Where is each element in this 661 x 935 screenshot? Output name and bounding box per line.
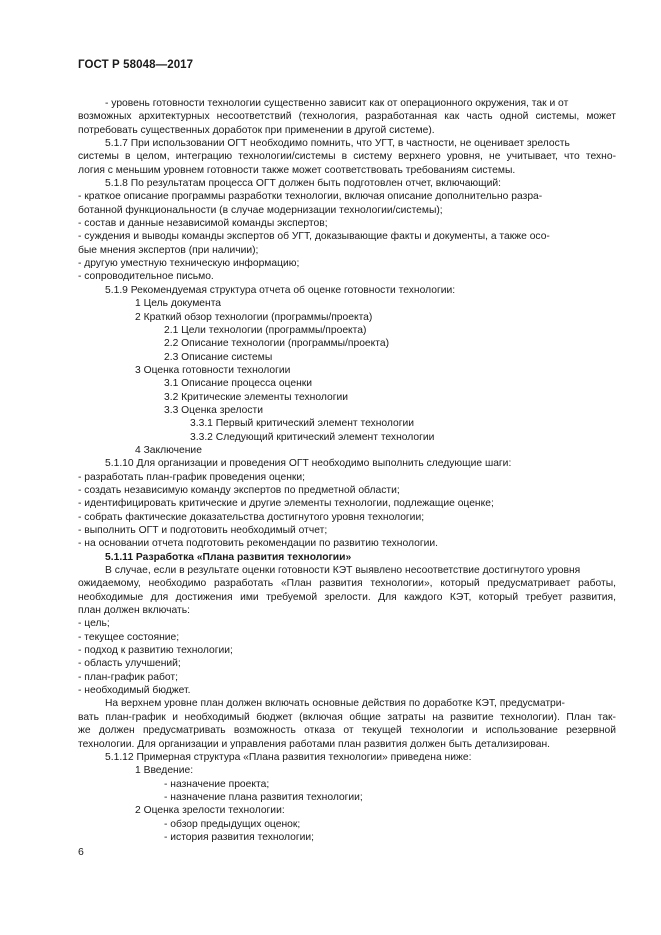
text-line: технологии. Для организации и управления работами план развития должен быть детализирован. <box>78 738 551 750</box>
toc-line: 3.1 Описание процесса оценки <box>164 378 313 390</box>
text-line: 5.1.8 По результатам процесса ОГТ должен быть подготовлен отчет, включающий: <box>105 178 501 190</box>
text-line: план должен включать: <box>78 605 190 617</box>
text-line: необходимые для достижения ими требуемой зрелости. Для каждого КЭТ, который требует развития, <box>78 591 616 603</box>
text-line: - на основании отчета подготовить рекомендации по развитию технологии. <box>78 538 438 550</box>
toc-line: 1 Цель документа <box>135 298 222 310</box>
text-line: На верхнем уровне план должен включать основные действия по доработке КЭТ, предусматри- <box>105 698 565 710</box>
text-line: 5.1.7 При использовании ОГТ необходимо помнить, что УГТ, в частности, не оценивает зрелость <box>105 138 570 150</box>
toc-line: 2.2 Описание технологии (программы/проекта) <box>164 338 390 350</box>
toc-line: 2.1 Цели технологии (программы/проекта) <box>164 324 367 336</box>
text-line: 5.1.12 Примерная структура «Плана развития технологии» приведена ниже: <box>105 751 472 763</box>
text-line: - разработать план-график проведения оценки; <box>78 471 305 483</box>
text-line: бые мнения экспертов (при наличии); <box>78 244 259 256</box>
text-line: потребовать существенных доработок при применении в другой системе). <box>78 124 435 136</box>
toc-line: - история развития технологии; <box>164 831 315 843</box>
toc-line: 3.3.1 Первый критический элемент технологии <box>190 418 415 430</box>
text-line: - идентифицировать критические и другие элементы технологии, подлежащие оценке; <box>78 498 494 510</box>
text-line: возможных архитектурных несоответствий (технология, разработанная как часть одной системы, может <box>78 111 616 123</box>
text-line: - необходимый бюджет. <box>78 685 191 697</box>
text-line: - собрать фактические доказательства достигнутого уровня технологии; <box>78 511 425 523</box>
text-line: логия с меньшим уровнем готовности также может соответствовать требованиям системы. <box>78 164 516 176</box>
text-line: - создать независимую команду экспертов по предметной области; <box>78 484 400 496</box>
toc-line: 2.3 Описание системы <box>164 351 273 363</box>
toc-line: 3 Оценка готовности технологии <box>135 364 291 376</box>
toc-line: 2 Краткий обзор технологии (программы/проекта) <box>135 311 373 323</box>
document-body <box>78 97 616 844</box>
section-heading: 5.1.11 Разработка «Плана развития технологии» <box>105 551 352 563</box>
toc-line: 1 Введение: <box>135 765 194 777</box>
text-line: 5.1.9 Рекомендуемая структура отчета об оценке готовности технологии: <box>105 284 456 296</box>
text-line: - текущее состояние; <box>78 631 180 643</box>
toc-line: 3.3.2 Следующий критический элемент технологии <box>190 431 435 443</box>
text-line: - выполнить ОГТ и подготовить необходимый отчет; <box>78 525 328 536</box>
text-line: же должен предусматривать возможность отказа от текущей технологии и использование резервной <box>78 725 616 737</box>
text-line: - план-график работ; <box>78 671 178 683</box>
toc-line: 2 Оценка зрелости технологии: <box>135 805 285 817</box>
text-line: - уровень готовности технологии существенно зависит как от операционного окружения, так и от <box>105 98 569 109</box>
text-line: вать план-график и необходимый бюджет (включая общие затраты на развитие технологии). План так- <box>78 711 616 723</box>
text-line: системы в целом, интеграцию технологии/системы в систему верхнего уровня, не учитывает, что техно- <box>78 151 616 163</box>
toc-line: - назначение плана развития технологии; <box>164 791 363 803</box>
toc-line: 4 Заключение <box>135 444 202 456</box>
text-line: - цель; <box>78 618 110 630</box>
text-line: - суждения и выводы команды экспертов об УГТ, доказывающие факты и документы, а также осо- <box>78 231 550 243</box>
text-line: - сопроводительное письмо. <box>78 271 214 283</box>
page-number: 6 <box>78 846 84 858</box>
toc-line: 3.2 Критические элементы технологии <box>164 391 348 403</box>
standard-header: ГОСТ Р 58048—2017 <box>78 59 194 71</box>
text-line: 5.1.10 Для организации и проведения ОГТ необходимо выполнить следующие шаги: <box>105 458 512 470</box>
text-line: ботанной функциональности (в случае модернизации технологии/системы); <box>78 204 443 216</box>
text-line: В случае, если в результате оценки готовности КЭТ выявлено несоответствие достигнутого уровня <box>105 565 581 577</box>
text-line: ожидаемому, необходимо разработать «План развития технологии», который предусматривает работы, <box>78 578 616 590</box>
text-line: - подход к развитию технологии; <box>78 645 233 657</box>
toc-line: - назначение проекта; <box>164 778 270 790</box>
toc-line: - обзор предыдущих оценок; <box>164 818 301 830</box>
text-line: - область улучшений; <box>78 658 181 670</box>
text-line: - другую уместную техническую информацию; <box>78 258 300 270</box>
text-line: - краткое описание программы разработки технологии, включая описание дополнительно разра- <box>78 191 543 203</box>
text-line: - состав и данные независимой команды экспертов; <box>78 218 328 230</box>
toc-line: 3.3 Оценка зрелости <box>164 404 263 416</box>
